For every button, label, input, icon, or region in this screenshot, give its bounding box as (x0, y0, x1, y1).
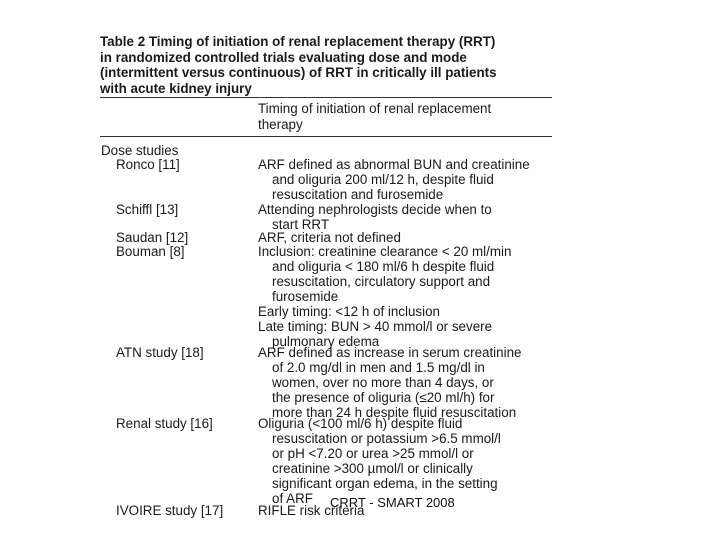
criteria-line: resuscitation and furosemide (272, 187, 444, 202)
study-name: ATN study [18] (116, 345, 204, 360)
study-criteria (258, 202, 558, 232)
study-name: Renal study [16] (116, 416, 213, 431)
criteria-line: ARF defined as increase in serum creatinine (258, 345, 522, 360)
section-label: Dose studies (101, 143, 179, 158)
criteria-line: and oliguria < 180 ml/6 h despite fluid (272, 259, 495, 274)
study-name: Saudan [12] (116, 230, 189, 245)
criteria-line: creatinine >300 µmol/l or clinically (272, 461, 473, 476)
title-line: with acute kidney injury (100, 80, 252, 96)
criteria-line: women, over no more than 4 days, or (272, 375, 494, 390)
criteria-line: the presence of oliguria (≤20 ml/h) for (272, 390, 495, 405)
criteria-line: Late timing: BUN > 40 mmol/l or severe (258, 319, 493, 334)
column-header-line: therapy (258, 116, 303, 132)
study-name: IVOIRE study [17] (116, 503, 224, 518)
criteria-line: of ARF (272, 491, 313, 506)
criteria-line: Attending nephrologists decide when to (258, 202, 492, 217)
criteria-line: Oliguria (<100 ml/6 h) despite fluid (258, 416, 463, 431)
slide-footer: CRRT - SMART 2008 (330, 495, 455, 510)
criteria-line: resuscitation or potassium >6.5 mmol/l (272, 431, 501, 446)
criteria-line: or pH <7.20 or urea >25 mmol/l or (272, 446, 474, 461)
study-name: Ronco [11] (116, 157, 180, 172)
study-name: Schiffl [13] (116, 202, 179, 217)
criteria-line: more than 24 h despite fluid resuscitation (272, 405, 517, 420)
column-header (258, 101, 548, 132)
title-line: (intermittent versus continuous) of RRT in critically ill patients (100, 65, 497, 80)
criteria-line: furosemide (272, 289, 339, 304)
criteria-line: and oliguria 200 ml/12 h, despite fluid (272, 172, 494, 187)
study-criteria (258, 244, 558, 349)
criteria-line: Inclusion: creatinine clearance < 20 ml/min (258, 244, 512, 259)
header-rule (100, 136, 552, 137)
criteria-line: of 2.0 mg/dl in men and 1.5 mg/dl in (272, 360, 485, 375)
criteria-line: Early timing: <12 h of inclusion (258, 304, 440, 319)
criteria-line: start RRT (272, 217, 330, 232)
study-criteria (258, 345, 558, 420)
criteria-line: ARF, criteria not defined (258, 230, 401, 245)
title-line: in randomized controlled trials evaluating dose and mode (100, 49, 467, 65)
study-criteria (258, 157, 558, 202)
study-criteria (258, 416, 558, 506)
table-title (100, 34, 570, 96)
criteria-line: significant organ edema, in the setting (272, 476, 498, 491)
column-header-line: Timing of initiation of renal replacement (258, 101, 492, 116)
title-line: Table 2 Timing of initiation of renal replacement therapy (RRT) (100, 34, 496, 49)
criteria-line: resuscitation, circulatory support and (272, 274, 491, 289)
top-rule (100, 97, 552, 98)
study-name: Bouman [8] (116, 244, 185, 259)
criteria-line: RIFLE risk criteria (258, 503, 365, 518)
study-criteria (258, 230, 558, 245)
criteria-line: ARF defined as abnormal BUN and creatinine (258, 157, 530, 172)
criteria-line: pulmonary edema (272, 334, 380, 349)
